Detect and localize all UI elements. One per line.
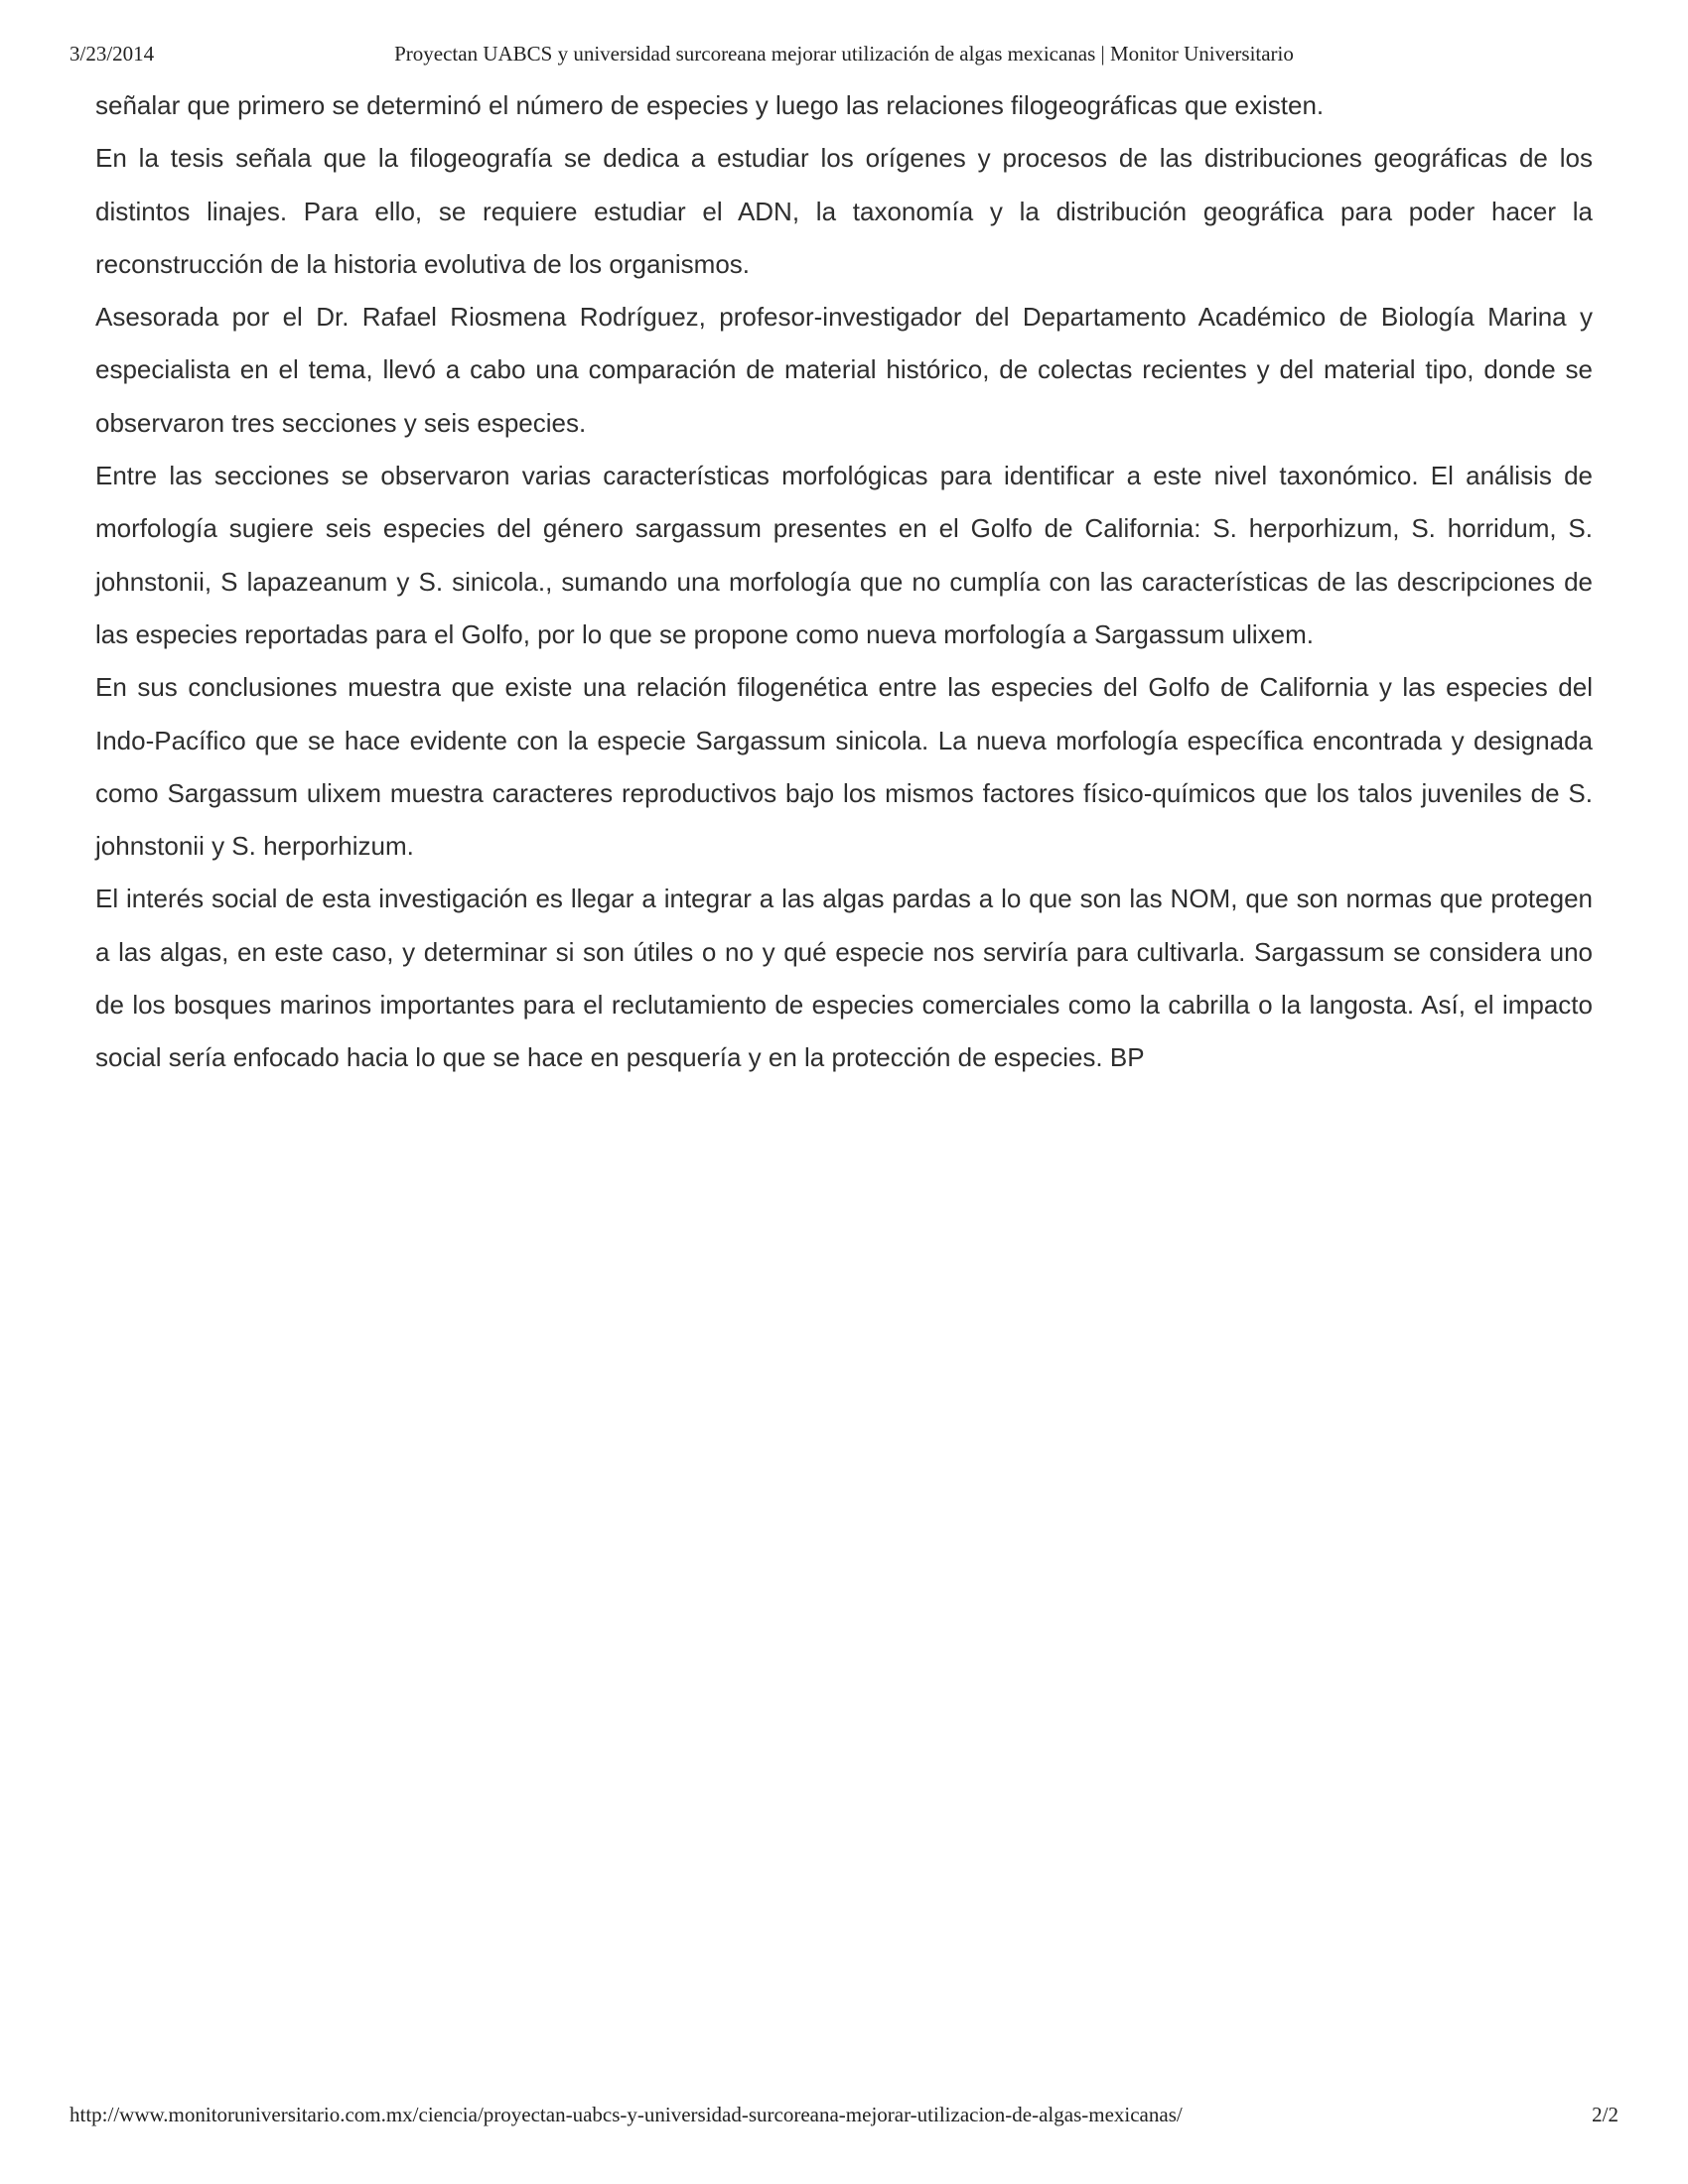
page-title: Proyectan UABCS y universidad surcoreana mejorar utilización de algas mexicanas | Monitor Universitario <box>394 42 1294 66</box>
article-paragraph: Entre las secciones se observaron varias características morfológicas para identificar a este nivel taxonómico. El análisis de morfología sugiere seis especies del género sargassum presentes en el Golfo de California: S. herporhizum, S. horridum, S. johnstonii, S lapazeanum y S. sinicola., sumando una morfología que no cumplía con las características de las descripciones de las especies reportadas para el Golfo, por lo que se propone como nueva morfología a Sargassum ulixem. <box>95 461 1593 649</box>
article-paragraph: señalar que primero se determinó el número de especies y luego las relaciones filogeográficas que existen. <box>95 90 1325 120</box>
page-url: http://www.monitoruniversitario.com.mx/ciencia/proyectan-uabcs-y-universidad-surcoreana-mejorar-utilizacion-de-algas-mexicanas/ <box>70 2103 1183 2126</box>
page-number: 2/2 <box>1592 2103 1618 2126</box>
print-date: 3/23/2014 <box>70 42 155 66</box>
article-paragraph: Asesorada por el Dr. Rafael Riosmena Rodríguez, profesor-investigador del Departamento Académico de Biología Marina y especialista en el tema, llevó a cabo una comparación de material histórico, de colectas recientes y del material tipo, donde se observaron tres secciones y seis especies. <box>95 302 1593 438</box>
article-paragraph: En la tesis señala que la filogeografía se dedica a estudiar los orígenes y procesos de las distribuciones geográficas de los distintos linajes. Para ello, se requiere estudiar el ADN, la taxonomía y la distribución geográfica para poder hacer la reconstrucción de la historia evolutiva de los organismos. <box>95 143 1593 279</box>
article-paragraph: El interés social de esta investigación es llegar a integrar a las algas pardas a lo que son las NOM, que son normas que protegen a las algas, en este caso, y determinar si son útiles o no y qué especie nos serviría para cultivarla. Sargassum se considera uno de los bosques marinos importantes para el reclutamiento de especies comerciales como la cabrilla o la langosta. Así, el impacto social sería enfocado hacia lo que se hace en pesquería y en la protección de especies. BP <box>95 884 1593 1073</box>
article-paragraph: En sus conclusiones muestra que existe una relación filogenética entre las especies del Golfo de California y las especies del Indo-Pacífico que se hace evidente con la especie Sargassum sinicola. La nueva morfología específica encontrada y designada como Sargassum ulixem muestra caracteres reproductivos bajo los mismos factores físico-químicos que los talos juveniles de S. johnstonii y S. herporhizum. <box>95 672 1593 862</box>
print-footer <box>70 2103 1618 2132</box>
print-header <box>70 42 1618 71</box>
article-body <box>95 79 1593 1085</box>
